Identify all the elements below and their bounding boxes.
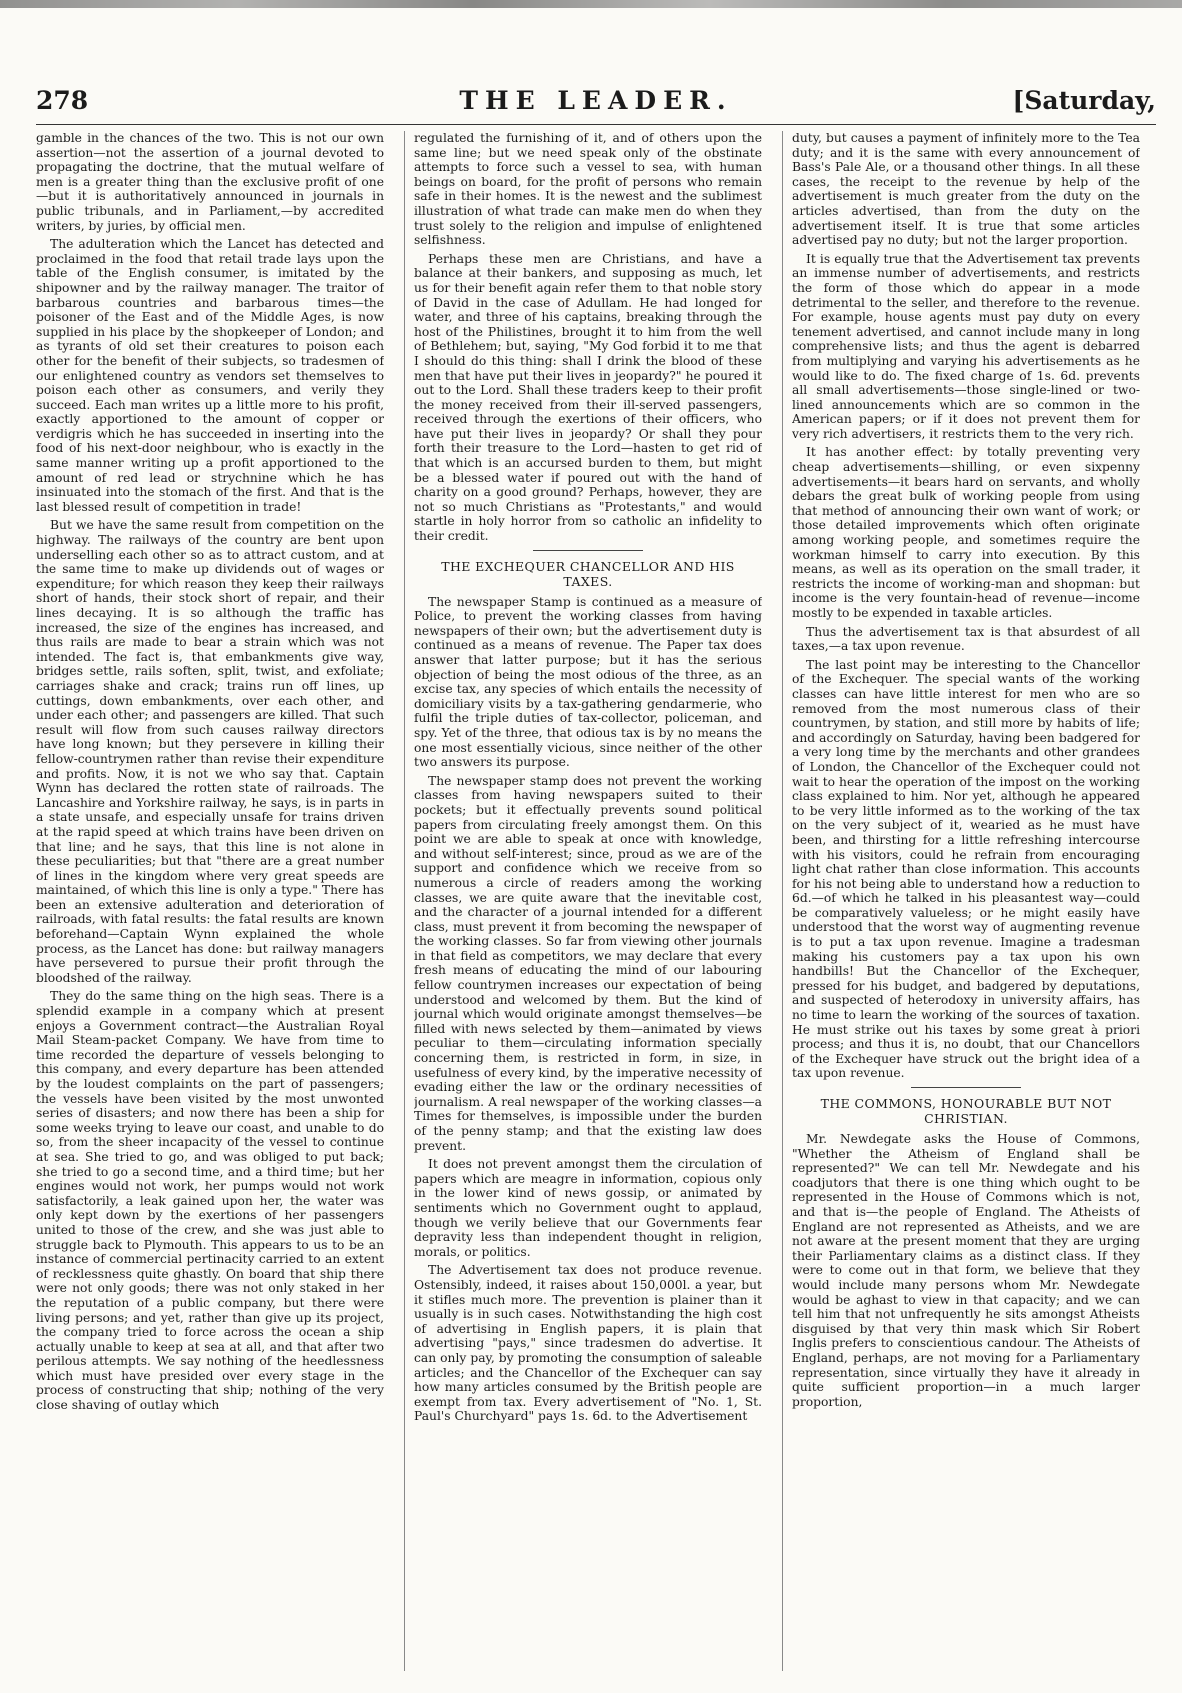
paragraph: gamble in the chances of the two. This is not our own assertion—not the assertion of a journal devoted to propagating the doctrine, that the mutual welfare of men is a greater thing than the exclusive profit of one—but it is authoritatively announced in journals in public tribunals, and in Parliament,—by accredited writers, by juries, by official men.: [36, 131, 384, 233]
scan-edge: [0, 0, 1182, 8]
section-rule: [911, 1087, 1021, 1088]
paragraph: The newspaper Stamp is continued as a measure of Police, to prevent the working classes from having newspapers of their own; but the advertisement duty is continued as a means of revenue. The Paper tax does answer that latter purpose; but it has the serious objection of being the most odious of the three, as an excise tax, any species of which entails the necessity of domiciliary visits by a tax-gathering gendarmerie, who fulfil the triple duties of tax-collector, policeman, and spy. Yet of the three, that odious tax is by no means the one most essentially vicious, since neither of the other two answers its purpose.: [414, 594, 762, 770]
paragraph: The last point may be interesting to the Chancellor of the Exchequer. The special wants of the working classes can have little interest for men who are so removed from the most numerous class of their countrymen, by station, and still more by habits of life; and accordingly on Saturday, having been badgered for a very long time by the merchants and other grandees of London, the Chancellor of the Exchequer could not wait to hear the operation of the impost on the working class explained to him. Nor yet, although he appeared to be very little informed as to the working of the tax on the very subject of it, wearied as he must have been, and thirsting for a little refreshing intercourse with his visitors, could he refrain from encouraging light chat rather than close information. This accounts for his not being able to understand how a reduction to 6d.—of which he talked in his pleasantest way—could be comparatively valueless; or he might easily have understood that the worst way of augmenting revenue is to put a tax upon revenue. Imagine a tradesman making his customers pay a tax upon his own handbills! But the Chancellor of the Exchequer, pressed for his budget, and badgered by deputations, and suspected of heterodoxy in university affairs, has no time to learn the working of the sources of taxation. He must strike out his taxes by some great à priori process; and thus it is, no doubt, that our Chancellors of the Exchequer have struck out the bright idea of a tax upon revenue.: [792, 657, 1140, 1081]
newspaper-title: THE LEADER.: [459, 86, 733, 115]
article-heading: THE EXCHEQUER CHANCELLOR AND HIS TAXES.: [441, 558, 735, 589]
article-heading: THE COMMONS, HONOURABLE BUT NOT CHRISTIAN.: [820, 1096, 1112, 1126]
masthead: [36, 86, 1156, 126]
paragraph: It does not prevent amongst them the circulation of papers which are meagre in information, copious only in the lower kind of news gossip, or animated by sentiments which no Government ought to applaud, though we verily believe that our Governments fear depravity less than independent thought in religion, morals, or politics.: [414, 1157, 762, 1259]
header-rule: [36, 124, 1156, 125]
paragraph: They do the same thing on the high seas. There is a splendid example in a company which at present enjoys a Government contract—the Australian Royal Mail Steam-packet Company. We have from time to time recorded the departure of vessels belonging to this company, and every departure has been attended by the loudest complaints on the part of passengers; the vessels have been visited by the most unwonted series of disasters; and now there has been a ship for some weeks trying to leave our coast, and unable to do so, from the sheer incapacity of the vessel to continue at sea. She tried to go, and was obliged to put back; she tried to go a second time, and a third time; but her engines would not work, her pumps would not work satisfactorily, a leak gained upon her, the water was only kept down by the exertions of her passengers united to those of the crew, and she was just able to struggle back to Plymouth. This appears to us to be an instance of commercial pertinacity carried to an extent of recklessness quite ghastly. On board that ship there were not only goods; there was not only staked in her the reputation of a public company, but there were living persons; and yet, rather than give up its project, the company tried to force across the ocean a ship actually unable to keep at sea at all, and that after two perilous attempts. We say nothing of the heedlessness which must have presided over every stage in the process of constructing that ship; nothing of the very close shaving of outlay which: [36, 989, 384, 1413]
paragraph: The Advertisement tax does not produce revenue. Ostensibly, indeed, it raises about 150,000l. a year, but it stifles much more. The prevention is plainer than it usually is in such cases. Notwithstanding the high cost of advertising in English papers, it is plain that advertising "pays," since tradesmen do advertise. It can only pay, by promoting the consumption of saleable articles; and the Chancellor of the Exchequer can say how many articles consumed by the British people are exempt from tax. Every advertisement of "No. 1, St. Paul's Churchyard" pays 1s. 6d. to the Advertisement: [414, 1263, 762, 1424]
paragraph: The newspaper stamp does not prevent the working classes from having newspapers suited to their pockets; but it effectually prevents sound political papers from circulating freely amongst them. On this point we are able to speak at once with knowledge, and without self-interest; since, proud as we are of the support and confidence which we receive from so numerous a circle of readers among the working classes, we are quite aware that the inevitable cost, and the character of a journal intended for a different class, must prevent it from becoming the newspaper of the working classes. So far from viewing other journals in that field as competitors, we may declare that every fresh means of educating the mind of our labouring fellow countrymen increases our expectation of being understood and welcomed by them. But the kind of journal which would originate amongst themselves—be filled with news selected by them—animated by views peculiar to them—circulating information specially concerning them, is restricted in form, in size, in usefulness of every kind, by the imperative necessity of evading either the law or the ordinary necessities of journalism. A real newspaper of the working classes—a Times for themselves, is impossible under the burden of the penny stamp; and that the existing law does prevent.: [414, 773, 762, 1153]
paragraph: Mr. Newdegate asks the House of Commons, "Whether the Atheism of England shall be represented?" We can tell Mr. Newdegate and his coadjutors that there is one thing which ought to be represented in the House of Commons which is not, and that is—the people of England. The Atheists of England are not represented as Atheists, and we are not aware at the present moment that they are urging their Parliamentary claims as a distinct class. If they were to come out in that form, we believe that they would include many persons whom Mr. Newdegate would be aghast to view in that capacity; and we can tell him that not unfrequently he sits amongst Atheists disguised by that very thin mask which Sir Robert Inglis prefers to conscientious candour. The Atheists of England, perhaps, are not moving for a Parliamentary representation, since virtually they have it already in quite sufficient proportion—in a much larger proportion,: [792, 1132, 1140, 1409]
issue-day: [Saturday,: [1012, 86, 1156, 115]
column-3: [792, 131, 1140, 1671]
paragraph: The adulteration which the Lancet has detected and proclaimed in the food that retail trade lays upon the table of the English consumer, is imitated by the shipowner and by the railway manager. The traitor of barbarous countries and barbarous times—the poisoner of the East and of the Middle Ages, is now supplied in his place by the shopkeeper of London; and as tyrants of old set their creatures to poison each other for the benefit of their subjects, so tradesmen of our enlightened country as vendors set themselves to poison each other as consumers, and verily they succeed. Each man writes up a little more to his profit, exactly apportioned to the amount of copper or verdigris which he has succeeded in inserting into the food of his next-door neighbour, who is exactly in the same manner writing up a profit apportioned to the amount of red lead or strychnine which he has insinuated into the stomach of the first. And that is the last blessed result of competition in trade!: [36, 237, 384, 514]
paragraph: But we have the same result from competition on the highway. The railways of the country are bent upon underselling each other so as to attract custom, and at the same time to make up dividends out of wages or expenditure; for which reason they keep their railways short of hands, their stock short of repair, and their lines decaying. It is so although the traffic has increased, the size of the engines has increased, and thus rails are made to bear a strain which was not intended. The fact is, that embankments give way, bridges settle, rails soften, split, twist, and exfoliate; carriages shake and crack; trains run off lines, up cuttings, down embankments, over each other, and under each other; and passengers are killed. That such result will flow from such causes railway directors have long known; but they persevere in killing their fellow-countrymen rather than revise their expenditure and profits. Now, it is not we who say that. Captain Wynn has declared the rotten state of railroads. The Lancashire and Yorkshire railway, he says, is in parts in a state unsafe, and especially unsafe for trains driven at the rapid speed at which trains have been driven on that line; and he says, that this line is not alone in these peculiarities; but that "there are a great number of lines in the kingdom where very great speeds are maintained, of which this line is only a type." There has been an extensive adulteration and deterioration of railroads, with fatal results: the fatal results are known beforehand—Captain Wynn explained the whole process, as the Lancet has done: but railway managers have persevered to pursue their profit through the bloodshed of the railway.: [36, 518, 384, 985]
paragraph: Perhaps these men are Christians, and have a balance at their bankers, and supposing as much, let us for their benefit again refer them to that noble story of David in the case of Adullam. He had longed for water, and three of his captains, breaking through the host of the Philistines, brought it to him from the well of Bethlehem; but, saying, "My God forbid it to me that I should do this thing: shall I drink the blood of these men that have put their lives in jeopardy?" he poured it out to the Lord. Shall these traders keep to their profit the money received from their ill-served passengers, received through the exertions of their officers, who have put their lives in jeopardy? Or shall they pour forth their treasure to the Lord—hasten to get rid of that which is an accursed burden to them, but might be a blessed water if poured out with the hand of charity on a good ground? Perhaps, however, they are not so much Christians as "Protestants," and would startle in holy horror from so catholic an infidelity to their credit.: [414, 251, 762, 544]
paragraph: duty, but causes a payment of infinitely more to the Tea duty; and it is the same with every announcement of Bass's Pale Ale, or a thousand other things. In all these cases, the receipt to the revenue by help of the advertisement is much greater from the duty on the articles advertised, than from the duty on the advertisement itself. It is true that some articles advertised pay no duty; but not the larger proportion.: [792, 131, 1140, 248]
paragraph: It has another effect: by totally preventing very cheap advertisements—shilling, or even sixpenny advertisements—it bears hard on servants, and wholly debars the great bulk of working people from using that method of announcing their own want of work; or those detailed improvements which often originate among working people, and sometimes require the workman himself to carry into execution. By this means, as well as its operation on the small trader, it restricts the income of working-man and shopman: but income is the very fountain-head of revenue—income mostly to be expended in taxable articles.: [792, 445, 1140, 620]
column-divider: [404, 131, 405, 1671]
paragraph: It is equally true that the Advertisement tax prevents an immense number of advertisements, and restricts the form of those which do appear in a mode detrimental to the seller, and therefore to the revenue. For example, house agents must pay duty on every tenement advertised, and cannot include many in long comprehensive lists; and thus the agent is debarred from multiplying and varying his advertisements as he would like to do. The fixed charge of 1s. 6d. prevents all small advertisements—those single-lined or two-lined announcements which are so common in the American papers; or if it does not prevent them for very rich advertisers, it restricts them to the very rich.: [792, 251, 1140, 441]
section-rule: [533, 550, 643, 551]
column-divider: [782, 131, 783, 1671]
column-1: [36, 131, 384, 1671]
page-number: 278: [36, 86, 89, 115]
paragraph: regulated the furnishing of it, and of others upon the same line; but we need speak only of the obstinate attempts to force such a vessel to sea, with human beings on board, for the profit of persons who remain safe in their homes. It is the newest and the sublimest illustration of what trade can make men do when they trust solely to the religion and impulse of enlightened selfishness.: [414, 131, 762, 248]
column-2: [414, 131, 762, 1671]
paragraph: Thus the advertisement tax is that absurdest of all taxes,—a tax upon revenue.: [792, 624, 1140, 654]
